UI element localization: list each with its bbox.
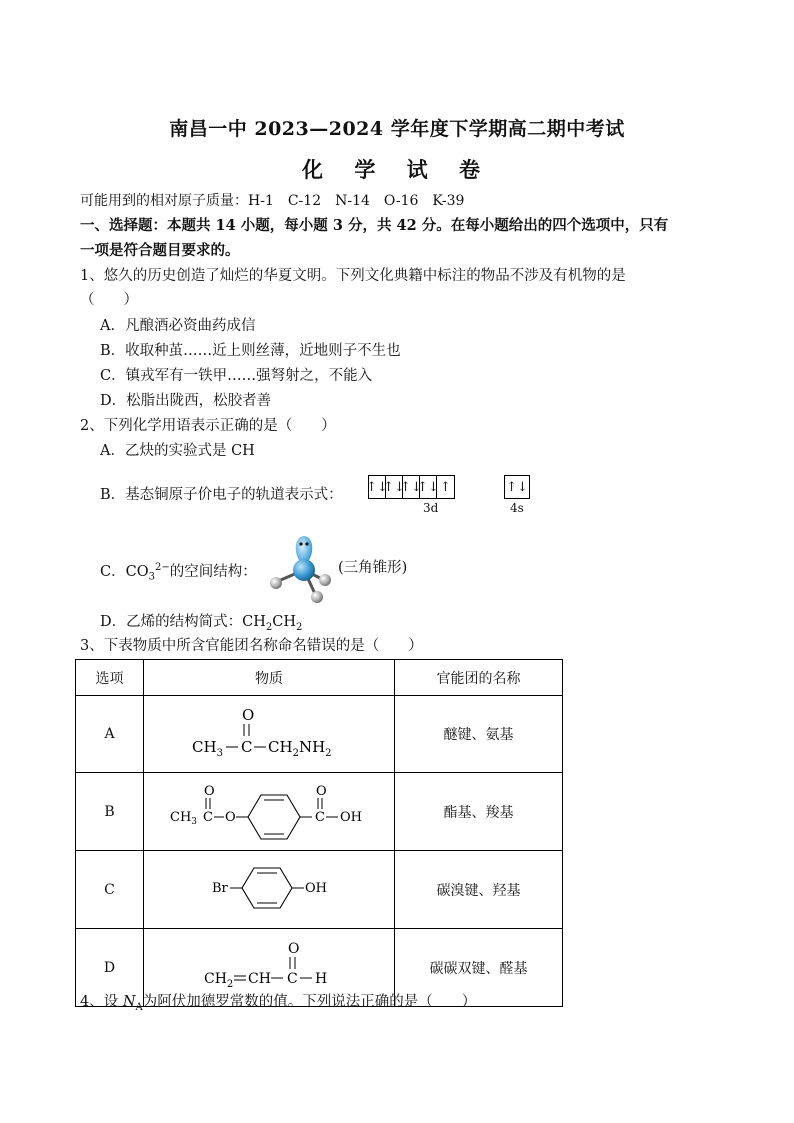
table-cell-group-name: 碳碳双键、醛基 <box>395 929 563 1007</box>
orbital-3d-cell: ↑↓ <box>386 476 403 498</box>
functional-group-table <box>75 659 563 1007</box>
structure-c <box>144 851 395 929</box>
table-cell-option: D <box>76 929 144 1007</box>
q4-prefix: 4、设 <box>80 994 123 1010</box>
table-cell-option: A <box>76 696 144 773</box>
q2-c-sub: 3 <box>148 571 155 583</box>
q1-option-a: A．凡酿酒必资曲药成信 <box>100 318 256 334</box>
q4-stem <box>80 992 476 1018</box>
q2-c-sup: 2− <box>154 562 170 573</box>
orbital-4s-label: 4s <box>510 501 524 515</box>
struct-b-oxygen2: O <box>316 784 327 799</box>
orbital-3d-cell: ↑↓ <box>420 476 437 498</box>
table-header-option: 选项 <box>76 660 144 696</box>
section1-line1: 一、选择题：本题共 14 小题，每小题 3 分，共 42 分。在每小题给出的四个选项中，只有 <box>80 217 669 234</box>
q2-option-d <box>100 612 302 638</box>
orbital-3d-cell: ↑ <box>440 479 451 495</box>
table-cell-group-name: 醚键、氨基 <box>395 696 563 773</box>
struct-c-oh: OH <box>305 881 327 896</box>
orbital-3d-cell: ↑↓ <box>369 476 386 498</box>
struct-d-hydrogen: H <box>315 971 328 987</box>
orbital-3d-cell: ↑↓ <box>403 476 420 498</box>
table-row <box>76 773 563 851</box>
q2-stem: 2、下列化学用语表示正确的是（ ） <box>80 418 336 434</box>
exam-subtitle: 化 学 试 卷 <box>302 157 492 182</box>
table-cell-option: B <box>76 773 144 851</box>
q2-option-b: B．基态铜原子价电子的轨道表示式： <box>100 487 343 503</box>
atomic-mass-line: 可能用到的相对原子质量：H-1 C-12 N-14 O-16 K-39 <box>80 193 465 209</box>
struct-a-ch3: $CH_3$ <box>192 738 223 759</box>
q2-d-sub2: 2 <box>296 621 303 633</box>
struct-d-carbon: C <box>287 971 298 987</box>
q2-c-suffix: 的空间结构： <box>169 563 257 580</box>
q3-stem: 3、下表物质中所含官能团名称命名错误的是（ ） <box>80 638 423 654</box>
orbital-3d-boxes <box>368 475 455 499</box>
table-header-substance: 物质 <box>144 660 395 696</box>
struct-d-ch2: $CH_2$ <box>204 971 234 990</box>
orbital-4s-cell: ↑↓ <box>506 479 528 495</box>
struct-b-carbon1: C <box>203 810 213 825</box>
q2-d-mid: CH <box>272 614 296 630</box>
orbital-4s-box <box>504 475 530 499</box>
struct-d-oxygen: O <box>288 941 300 957</box>
q2-c-shape: (三角锥形) <box>338 560 408 576</box>
struct-a-oxygen: O <box>242 706 255 724</box>
q1-option-d: D．松脂出陇西，松胶者善 <box>100 393 272 409</box>
structure-b <box>144 773 395 851</box>
q4-suffix: 为阿伏加德罗常数的值。下列说法正确的是（ ） <box>142 994 477 1010</box>
struct-c-bromine: Br <box>212 881 228 896</box>
q2-d-prefix: D．乙烯的结构简式：CH <box>100 614 266 630</box>
trigonal-pyramid-model <box>262 530 334 606</box>
structure-a-drawing <box>144 696 394 768</box>
q2-c-prefix: C．CO <box>100 563 149 580</box>
orbital-3d-label: 3d <box>423 501 439 515</box>
q1-paren: （ ） <box>80 292 138 308</box>
table-row <box>76 696 563 773</box>
struct-b-oxygen1: O <box>204 784 215 799</box>
struct-b-oh: OH <box>340 810 362 825</box>
struct-b-carbon2: C <box>315 810 325 825</box>
struct-a-carbon: C <box>241 738 253 756</box>
struct-a-ch2nh2: $CH_2NH_2$ <box>268 738 332 759</box>
structure-b-drawing <box>144 773 394 846</box>
struct-d-ch: CH <box>248 971 271 987</box>
q2-option-c <box>100 558 257 588</box>
q1-option-b: B．收取种茧……近上则丝薄，近地则子不生也 <box>100 343 401 359</box>
table-header-group-name: 官能团的名称 <box>395 660 563 696</box>
table-cell-group-name: 碳溴键、羟基 <box>395 851 563 929</box>
q1-stem: 1、悠久的历史创造了灿烂的华夏文明。下列文化典籍中标注的物品不涉及有机物的是 <box>80 268 626 284</box>
q2-d-sub1: 2 <box>265 621 273 633</box>
struct-b-ch3: $CH_3$ <box>170 810 198 827</box>
table-header-row <box>76 660 563 696</box>
q4-na-sub: A <box>135 1001 143 1013</box>
q1-option-c: C．镇戎军有一铁甲……强弩射之，不能入 <box>100 368 373 384</box>
q4-na: N <box>122 994 136 1010</box>
table-row <box>76 851 563 929</box>
q2-option-a: A．乙炔的实验式是 CH <box>100 443 255 459</box>
structure-a <box>144 696 395 773</box>
struct-b-ester-oxygen: O <box>225 810 236 825</box>
structure-c-drawing <box>144 851 394 924</box>
exam-title: 南昌一中 2023—2024 学年度下学期高二期中考试 <box>169 118 625 140</box>
section1-line2: 一项是符合题目要求的。 <box>80 242 240 259</box>
table-cell-group-name: 酯基、羧基 <box>395 773 563 851</box>
table-cell-option: C <box>76 851 144 929</box>
